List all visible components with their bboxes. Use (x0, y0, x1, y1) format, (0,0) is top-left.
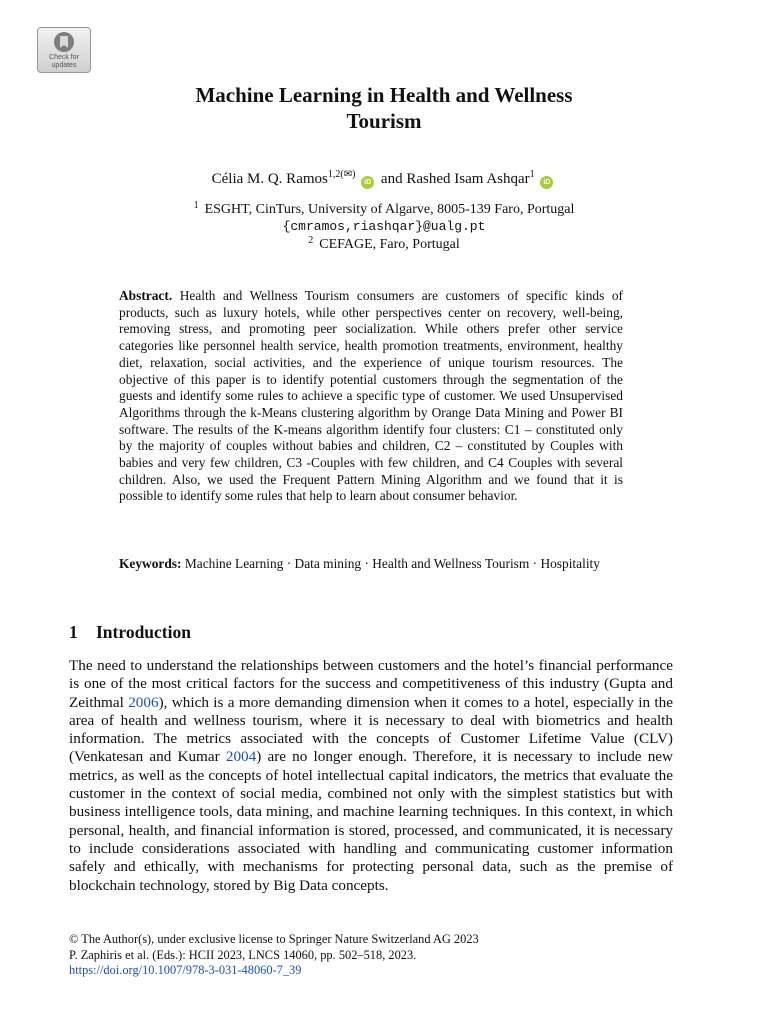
proceedings-citation: P. Zaphiris et al. (Eds.): HCII 2023, LNCS 14060, pp. 502–518, 2023. (69, 947, 417, 962)
badge-line2: updates (51, 62, 77, 69)
paper-title (0, 82, 768, 134)
section-title: Introduction (96, 622, 191, 642)
title-line2: Tourism (346, 109, 422, 133)
title-line1: Machine Learning in Health and Wellness (195, 83, 573, 107)
section-heading (69, 622, 191, 643)
intro-text: The need to understand the relationships between customers and the hotel’s financial performance is one of the most critical factors for the success and competitiveness of this industry (Gupta and Zeithmal (69, 657, 673, 711)
affiliation-2 (0, 236, 768, 253)
affiliation-number: 1 (193, 200, 199, 211)
orcid-icon[interactable]: iD (540, 176, 553, 189)
keywords (119, 556, 623, 573)
affiliation-text: ESGHT, CinTurs, University of Algarve, 8005-139 Faro, Portugal (204, 202, 575, 217)
footer (69, 932, 689, 979)
keywords-text: Machine Learning · Data mining · Health and Wellness Tourism · Hospitality (184, 556, 600, 571)
abstract-label: Abstract. (119, 288, 173, 303)
intro-text: ) are no longer enough. Therefore, it is necessary to include new metrics, as well as the concepts of hotel intellectual capital indicators, the metrics that evaluate the customer in the context of social media, combined not only with the simplest statistics but with business intelligence tools, data mining, and machine learning techniques. In this context, in which personal, health, and financial information is stored, processed, and communicated, it is necessary to include considerations associated with handling and communicating customer information safely and ethically, with mechanisms for protecting personal data, such as the premise of blockchain technology, stored by Big Data concepts. (69, 748, 673, 894)
email-text: {cmramos,riashqar}@ualg.pt (282, 219, 486, 234)
affiliation-number: 2 (308, 235, 314, 246)
check-for-updates-badge[interactable] (37, 27, 91, 73)
section-number: 1 (69, 622, 78, 642)
author-ashqar: Rashed Isam Ashqar (406, 171, 530, 187)
author-emails (0, 218, 768, 235)
abstract (119, 288, 623, 505)
citation-link[interactable]: 2006 (128, 693, 159, 711)
author-ashqar-affil: 1 (529, 169, 535, 180)
copyright-notice: © The Author(s), under exclusive license to Springer Nature Switzerland AG 2023 (69, 932, 479, 946)
author-ramos-affil: 1,2(✉) (327, 169, 356, 180)
badge-line1: Check for (49, 54, 79, 61)
affiliation-1 (0, 201, 768, 218)
intro-paragraph (69, 657, 673, 895)
author-list (0, 170, 768, 189)
bookmark-icon (53, 31, 75, 53)
author-conjunction: and (380, 171, 403, 187)
doi-link[interactable]: https://doi.org/10.1007/978-3-031-48060-7_39 (69, 963, 302, 978)
citation-link[interactable]: 2004 (225, 748, 257, 766)
abstract-text: Health and Wellness Tourism consumers are customers of specific kinds of products, such as luxury hotels, while other perspectives center on recovery, well-being, removing stress, and promoting peer socialization. While others prefer other service categories like personnel health service, health promotion treatments, environment, healthy diet, relaxation, social activities, and the experience of unique tourism resources. The objective of this paper is to identify potential customers through the segmentation of the guests and identify some rules to achieve a specific type of customer. We used Unsupervised Algorithms through the k-Means clustering algorithm by Orange Data Mining and Power BI software. The results of the K-means algorithm identify four clusters: C1 – constituted only by the majority of couples without babies and children, C2 – constituted by Couples with babies and very few children, C3 -Couples with few children, and C4 Couples with several children. Also, we used the Frequent Pattern Mining Algorithm and we found that it is possible to identify some rules that help to learn about consumer behavior. (119, 288, 623, 504)
author-ramos: Célia M. Q. Ramos (211, 171, 328, 187)
affiliation-text: CEFAGE, Faro, Portugal (319, 237, 460, 252)
keywords-label: Keywords: (119, 556, 182, 571)
orcid-icon[interactable]: iD (361, 176, 374, 189)
intro-text: ), which is a more demanding dimension when it comes to a hotel, especially in the area of health and wellness tourism, where it is necessary to deal with biometrics and health information. The metrics associated with the concepts of Customer Lifetime Value (CLV) (Venkatesan and Kumar (69, 693, 673, 766)
